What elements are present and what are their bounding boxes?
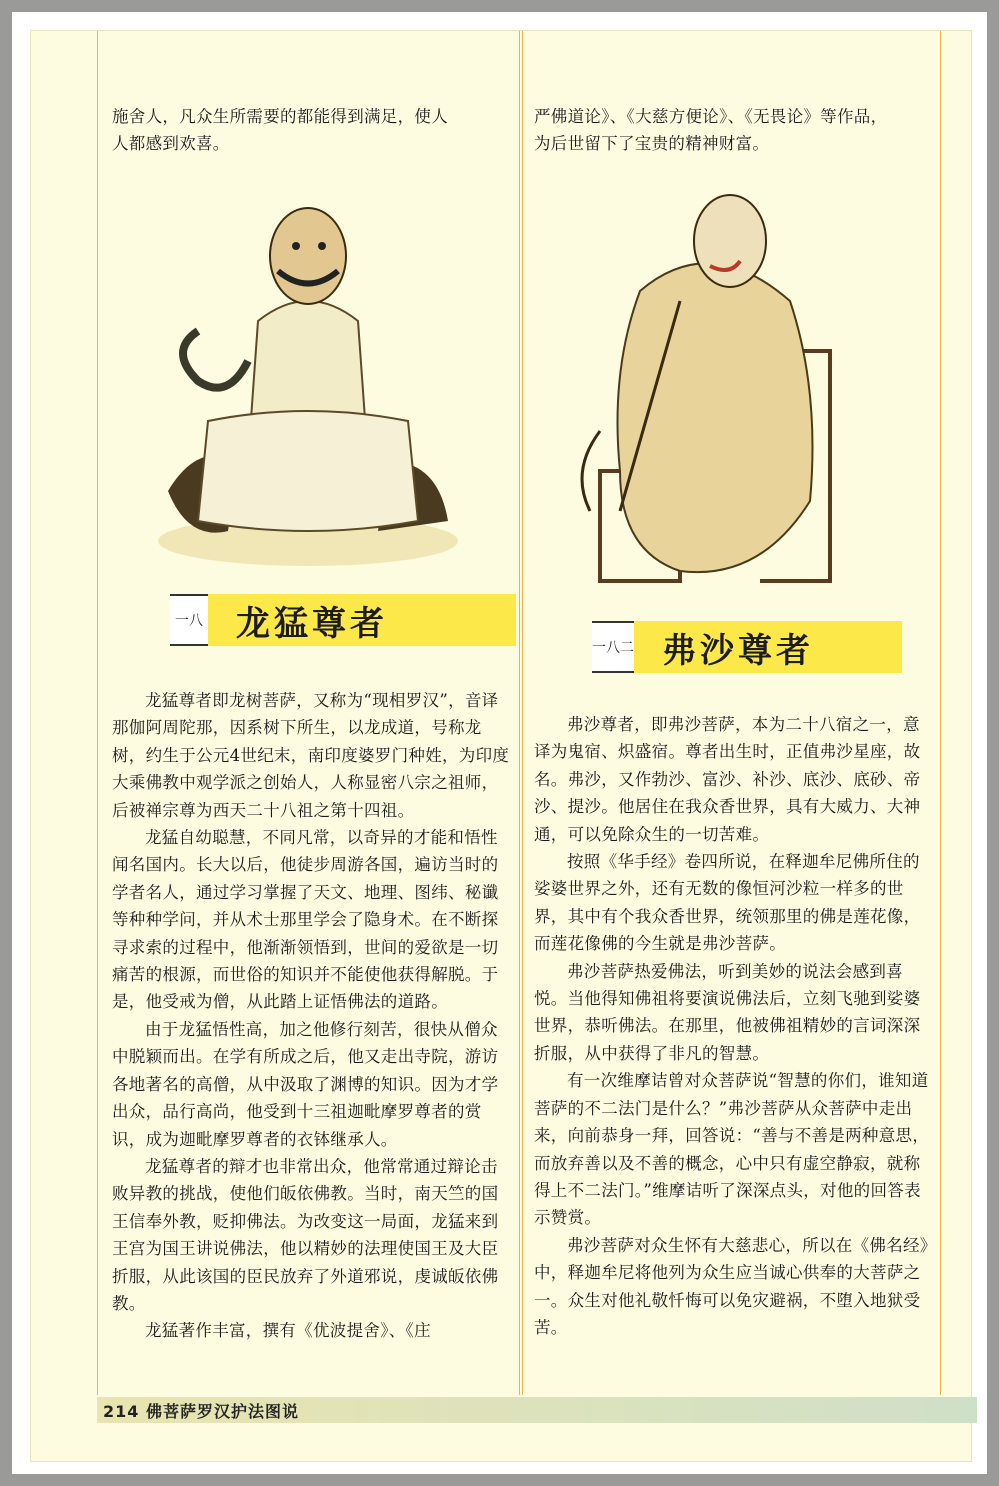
right-column: [519, 31, 941, 1395]
title-number: 一八: [170, 594, 208, 646]
right-top-text: 严佛道论》、《大慈方便论》、《无畏论》等作品， 为后世留下了宝贵的精神财富。: [534, 107, 888, 154]
title-longmeng: [170, 594, 516, 646]
left-column: [97, 31, 523, 1395]
paragraph: 龙猛自幼聪慧，不同凡常，以奇异的才能和悟性闻名国内。长大以后，他徒步周游各国，遍访当时的学者名人，通过学习掌握了天文、地理、图纬、秘谶等种种学问，并从术士那里学会了隐身术。在不断探寻求索的过程中，他渐渐领悟到，世间的爱欲是一切痛苦的根源，而世俗的知识并不能使他获得解脱。于是，他受戒为僧，从此踏上证悟佛法的道路。: [112, 828, 499, 1012]
paragraph: 龙猛尊者即龙树菩萨，又称为“现相罗汉”，音译那伽阿周陀那，因系树下所生，以龙成道，号称龙树，约生于公元4世纪末，南印度婆罗门种姓，为印度大乘佛教中观学派之创始人，人称显密八宗之祖师，后被禅宗尊为西天二十八祖之第十四祖。: [112, 691, 510, 820]
paragraph: 弗沙菩萨热爱佛法，听到美妙的说法会感到喜悦。当他得知佛祖将要演说佛法后，立刻飞驰到娑婆世界，恭听佛法。在那里，他被佛祖精妙的言词深深折服，从中获得了非凡的智慧。: [534, 961, 921, 1063]
fusha-illustration: [560, 171, 860, 591]
page-footer: 214 佛菩萨罗汉护法图说: [97, 1397, 977, 1423]
title-number: 一八二: [592, 621, 634, 673]
right-body: [534, 711, 934, 1341]
left-body: [112, 687, 512, 1345]
longmeng-illustration: [138, 161, 478, 571]
paragraph: 有一次维摩诘曾对众菩萨说“智慧的你们，谁知道菩萨的不二法门是什么？”弗沙菩萨从众菩萨中走出来，向前恭身一拜，回答说：“善与不善是两种意思，而放弃善以及不善的概念，心中只有虚空静寂，就称得上不二法门。”维摩诘听了深深点头，对他的回答表示赞赏。: [534, 1071, 930, 1228]
paragraph: 由于龙猛悟性高，加之他修行刻苦，很快从僧众中脱颖而出。在学有所成之后，他又走出寺院，游访各地著名的高僧，从中汲取了渊博的知识。因为才学出众，品行高尚，他受到十三祖迦毗摩罗尊者的赏识，成为迦毗摩罗尊者的衣钵继承人。: [112, 1019, 499, 1149]
title-text: 弗沙尊者: [634, 621, 902, 673]
paragraph: 弗沙菩萨对众生怀有大慈悲心，所以在《佛名经》中，释迦牟尼将他列为众生应当诚心供奉的大菩萨之一。众生对他礼敬忏悔可以免灾避祸，不堕入地狱受苦。: [534, 1235, 929, 1337]
paragraph: 弗沙尊者，即弗沙菩萨，本为二十八宿之一，意译为鬼宿、炽盛宿。尊者出生时，正值弗沙星座，故名。弗沙，又作勃沙、富沙、补沙、底沙、底砂、帝沙、提沙。他居住在我众香世界，具有大威力、大神通，可以免除众生的一切苦难。: [534, 715, 921, 844]
title-text: 龙猛尊者: [208, 594, 516, 646]
title-fusha: [592, 621, 902, 673]
paragraph: 龙猛著作丰富，撰有《优波提舍》、《庄: [145, 1321, 431, 1341]
left-top-text: 施舍人，凡众生所需要的都能得到满足，使人 人都感到欢喜。: [112, 107, 448, 154]
paragraph: 龙猛尊者的辩才也非常出众，他常常通过辩论击败异教的挑战，使他们皈依佛教。当时，南天竺的国王信奉外教，贬抑佛法。为改变这一局面，龙猛来到王宫为国王讲说佛法，他以精妙的法理使国王及大臣折服，从此该国的臣民放弃了外道邪说，虔诚皈依佛教。: [112, 1156, 499, 1313]
paragraph: 按照《华手经》卷四所说，在释迦牟尼佛所住的娑婆世界之外，还有无数的像恒河沙粒一样多的世界，其中有个我众香世界，统领那里的佛是莲花像，而莲花像佛的今生就是弗沙菩萨。: [534, 852, 921, 954]
book-page: [30, 30, 972, 1462]
